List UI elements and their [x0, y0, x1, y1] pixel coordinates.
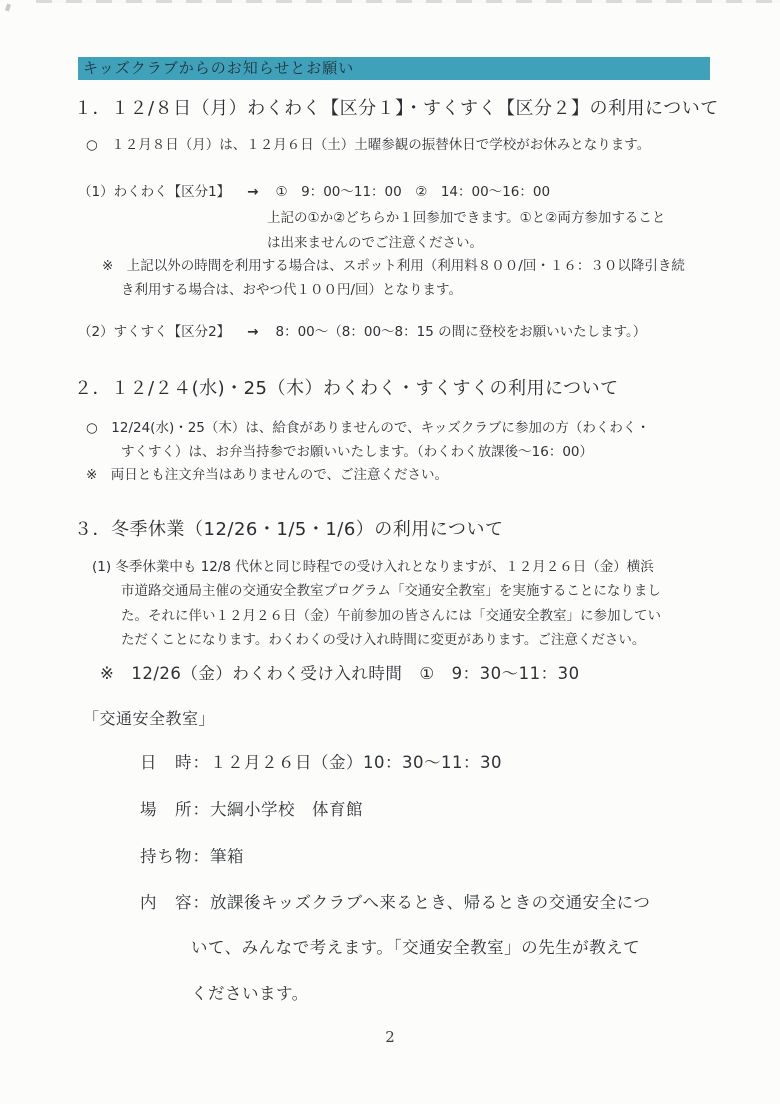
datetime-value: １２月２６日（金）10：30～11：30 — [210, 753, 502, 772]
section-2-caution: ※ 両日とも注文弁当はありませんので、ご注意ください。 — [86, 467, 449, 483]
section-2-body-line-2: すくすく）は、お弁当持参でお願いいたします。（わくわく放課後～16：00） — [121, 444, 594, 460]
section-3-heading: ３．冬季休業（12/26・1/5・1/6）の利用について — [74, 519, 504, 540]
reception-time-note: ※ 12/26（金）わくわく受け入れ時間 ① 9：30～11：30 — [100, 664, 580, 683]
notice-banner — [78, 57, 710, 80]
section-1-intro: ○ １２月８日（月）は、１２月６日（土）土曜参観の振替休日で学校がお休みとなります。 — [86, 137, 651, 153]
content-value: 放課後キッズクラブへ来るとき、帰るときの交通安全につ — [210, 893, 651, 912]
belongings-value: 筆箱 — [210, 847, 244, 866]
section-2-heading: ２．１２/２４(水)・25（木）わくわく・すくすくの利用について — [74, 378, 619, 399]
wakuwaku-note-line-1: 上記の①か②どちらか１回参加できます。①と②両方参加すること — [267, 210, 666, 226]
sukusuku-times: 8：00～（8：00～8：15 の間に登校をお願いいたします。） — [275, 324, 647, 340]
wakuwaku-schedule-row — [78, 183, 550, 201]
notice-banner-title: キッズクラブからのお知らせとお願い — [83, 59, 355, 77]
section-2-body-line-1: ○ 12/24(水)・25（木）は、給食がありませんので、キッズクラブに参加の方（わくわく・ — [86, 420, 650, 436]
place-label: 場 所： — [140, 800, 210, 819]
content-label: 内 容： — [140, 893, 210, 912]
right-arrow-icon: → — [247, 324, 259, 340]
class-place-row — [140, 799, 363, 821]
section-1-heading: １．１２/８日（月）わくわく【区分１】・すくすく【区分２】の利用について — [74, 98, 719, 119]
class-content-row — [140, 892, 650, 914]
section-3-body-line-4: ただくことになります。わくわくの受け入れ時間に変更があります。ご注意ください。 — [121, 632, 646, 648]
class-datetime-row — [140, 752, 502, 774]
spot-use-caution-line-2: き利用する場合は、おやつ代１００円/回）となります。 — [121, 282, 462, 298]
spot-use-caution-line-1: ※ 上記以外の時間を利用する場合は、スポット利用（利用料８００/回・１６：３０以降引き続 — [102, 258, 685, 274]
section-3-body-line-2: 市道路交通局主催の交通安全教室プログラム「交通安全教室」を実施することになりまし — [121, 583, 661, 599]
wakuwaku-label: （1）わくわく【区分1】 — [78, 184, 231, 200]
scan-edge-artifact — [36, 0, 780, 3]
sukusuku-schedule-row — [78, 323, 646, 341]
scan-speck-artifact — [5, 4, 11, 12]
sukusuku-label: （2）すくすく【区分2】 — [78, 324, 231, 340]
right-arrow-icon: → — [247, 184, 259, 200]
page-number: 2 — [385, 1028, 395, 1046]
place-value: 大綱小学校 体育館 — [210, 800, 363, 819]
wakuwaku-note-line-2: は出来ませんのでご注意ください。 — [267, 235, 483, 251]
traffic-safety-class-title: 「交通安全教室」 — [83, 709, 216, 728]
section-3-body-line-3: た。それに伴い１２月２６日（金）午前参加の皆さんには「交通安全教室」に参加してい — [121, 608, 661, 624]
section-3-body-line-1: (1) 冬季休業中も 12/8 代休と同じ時程での受け入れとなりますが、１２月２６日（金）横浜 — [92, 559, 654, 575]
datetime-label: 日 時： — [140, 753, 210, 772]
class-content-line-3: くださいます。 — [191, 984, 309, 1003]
belongings-label: 持ち物： — [140, 847, 210, 866]
class-content-line-2: いて、みんなで考えます。「交通安全教室」の先生が教えて — [191, 938, 641, 957]
class-belongings-row — [140, 846, 244, 868]
wakuwaku-times: ① 9：00～11：00 ② 14：00～16：00 — [275, 184, 551, 200]
